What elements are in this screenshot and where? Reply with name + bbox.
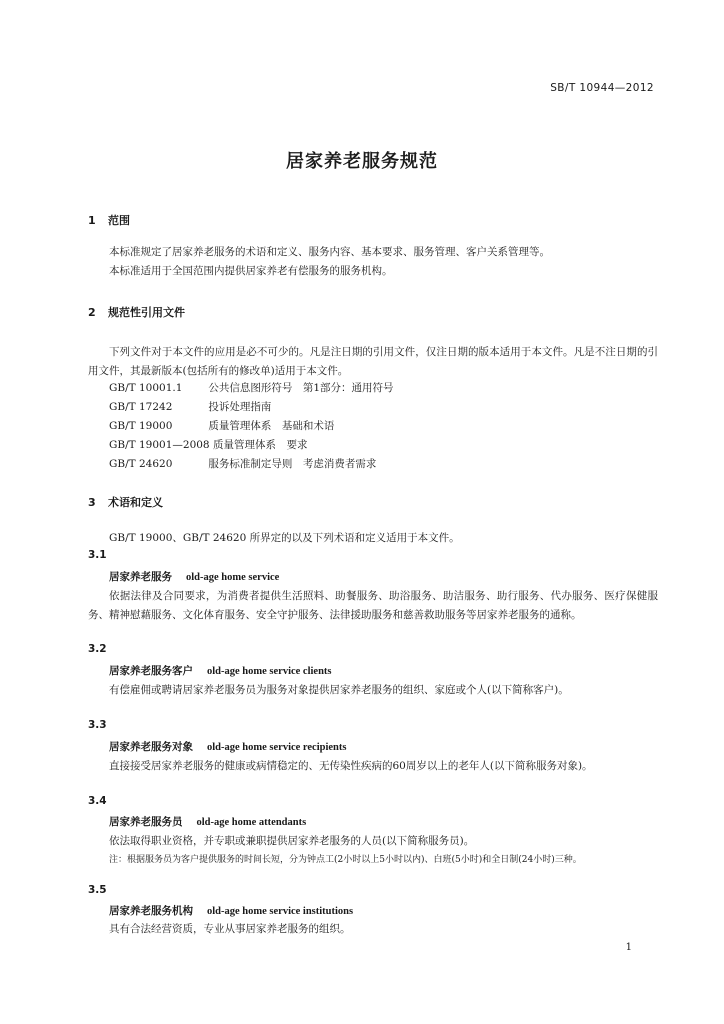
ref-item [109,418,334,433]
section-3-intro: GB/T 19000、GB/T 24620 所界定的以及下列术语和定义适用于本文件。 [109,532,460,544]
term-en: old-age home service institutions [207,906,354,917]
ref-title: 投诉处理指南 [208,401,272,413]
ref-item [109,380,394,395]
section-2-heading [88,304,185,320]
section-number: 3 [88,496,96,509]
term-zh: 居家养老服务客户 [109,665,193,677]
term-definition: 依据法律及合同要求，为消费者提供生活照料、助餐服务、助浴服务、助洁服务、助行服务、代办服务、医疗保健服务、精神慰藉服务、文化体育服务、安全守护服务、法律援助服务和慈善救助服务等居家养老服务的通称。 [88,590,658,621]
clause-number: 3.5 [88,884,107,896]
term-heading [109,663,332,678]
term-definition: 有偿雇佣或聘请居家养老服务员为服务对象提供居家养老服务的组织、家庭或个人(以下简称客户)。 [109,684,569,696]
ref-code: GB/T 19000 [109,420,173,432]
term-heading [109,739,346,754]
clause-number: 3.4 [88,795,107,807]
term-en: old-age home service [186,572,280,583]
term-en: old-age home service clients [207,666,332,677]
ref-title: 公共信息图形符号 第1部分：通用符号 [208,382,394,394]
term-en: old-age home service recipients [207,742,347,753]
clause-number: 3.2 [88,643,107,655]
page-number: 1 [625,942,632,953]
section-2-intro: 下列文件对于本文件的应用是必不可少的。凡是注日期的引用文件，仅注日期的版本适用于本文件。凡是不注日期的引用文件，其最新版本(包括所有的修改单)适用于本文件。 [88,346,658,377]
section-number: 2 [88,306,96,319]
section-1-heading [88,212,130,228]
term-en: old-age home attendants [196,817,307,828]
term-definition: 直接接受居家养老服务的健康或病情稳定的、无传染性疾病的60周岁以上的老年人(以下简称服务对象)。 [109,760,593,772]
clause-number: 3.1 [88,549,107,561]
term-heading [109,903,353,918]
ref-title: 质量管理体系 基础和术语 [208,420,335,432]
ref-title: 质量管理体系 要求 [212,439,308,451]
term-definition: 具有合法经营资质，专业从事居家养老服务的组织。 [109,923,351,935]
section-3-heading [88,494,163,510]
section-title: 术语和定义 [108,496,163,509]
standard-code: SB/T 10944—2012 [550,82,654,94]
clause-number: 3.3 [88,719,107,731]
section-1-para-2: 本标准适用于全国范围内提供居家养老有偿服务的服务机构。 [109,265,393,277]
ref-title: 服务标准制定导则 考虑消费者需求 [208,458,377,470]
term-zh: 居家养老服务 [109,571,172,583]
ref-code: GB/T 19001—2008 [109,439,210,451]
section-1-para-1: 本标准规定了居家养老服务的术语和定义、服务内容、基本要求、服务管理、客户关系管理等。 [109,246,550,258]
ref-code: GB/T 24620 [109,458,173,470]
ref-item [109,399,271,414]
term-heading [109,569,279,584]
document-title: 居家养老服务规范 [286,151,438,172]
term-zh: 居家养老服务机构 [109,905,193,917]
term-definition: 依法取得职业资格，并专职或兼职提供居家养老服务的人员(以下简称服务员)。 [109,835,475,847]
section-title: 规范性引用文件 [108,306,185,319]
section-number: 1 [88,214,96,227]
term-note: 注：根据服务员为客户提供服务的时间长短，分为钟点工(2小时以上5小时以内)、白班(5小时)和全日制(24小时)三种。 [109,855,582,865]
term-zh: 居家养老服务对象 [109,741,193,753]
section-title: 范围 [108,214,130,227]
ref-code: GB/T 10001.1 [109,382,183,394]
term-zh: 居家养老服务员 [109,816,183,828]
ref-item [109,437,307,452]
ref-item [109,456,376,471]
term-heading [109,814,306,829]
ref-code: GB/T 17242 [109,401,173,413]
